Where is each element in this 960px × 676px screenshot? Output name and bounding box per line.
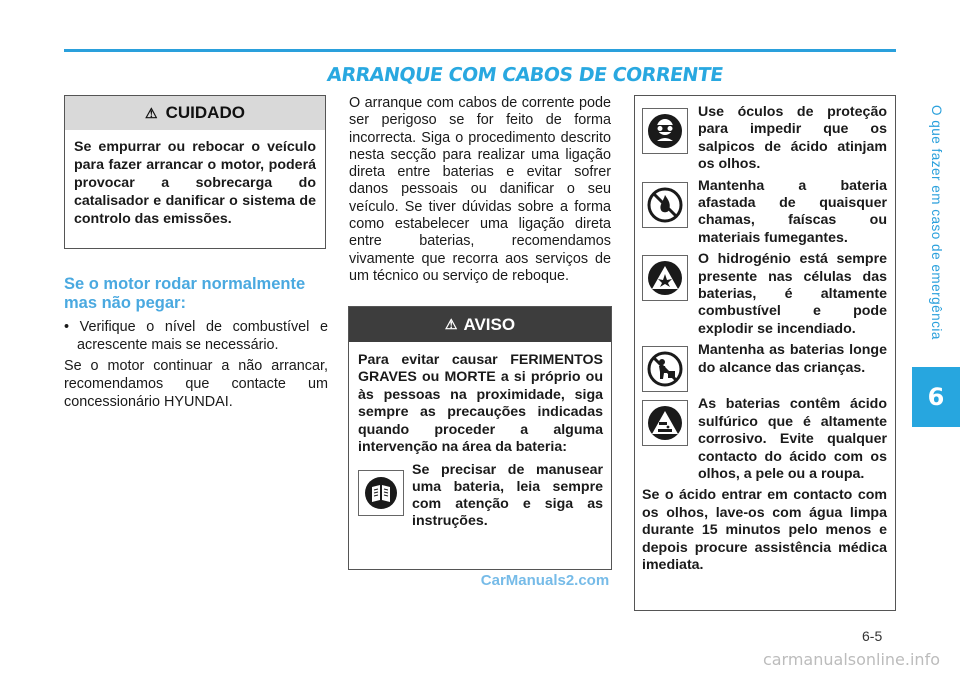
keep-children-away-icon xyxy=(642,346,688,392)
page-number: 6-5 xyxy=(862,628,883,644)
hazard-text-no-flame: Mantenha a bateria afastada de quaisquer chamas, faíscas ou materiais fumegantes. xyxy=(698,177,887,246)
warning-heading: AVISO xyxy=(463,314,516,334)
manual-text: Se precisar de manusear uma bateria, leia sempre com atenção e siga as instruções. xyxy=(412,462,603,530)
warning-text: Para evitar causar FERIMENTOS GRAVES ou MORTE a si próprio ou às pessoas na proximidade, siga sempre as precauções indicadas quando proceder a alguma intervenção na área da bateria: xyxy=(358,352,603,456)
hazard-text-children: Mantenha as baterias longe do alcance das crianças. xyxy=(698,342,887,376)
intro-paragraph: O arranque com cabos de corrente pode ser perigoso se for feito de forma incorrecta. Siga o procedimento descrito nesta secção para realizar uma ligação direta entre baterias e evitar sofrer danos pessoais ou danificar o seu veículo. Se tiver dúvidas sobre a forma como estabelecer uma ligação direta entre baterias, recomendamos vivamente que recorra aos serviços de um técnico ou serviço de reboque. xyxy=(349,95,611,284)
corrosive-acid-icon xyxy=(642,400,688,446)
engine-section-heading: Se o motor rodar normalmente mas não pegar: xyxy=(64,275,306,312)
caution-header xyxy=(65,96,325,130)
top-rule xyxy=(64,49,896,52)
caution-text: Se empurrar ou rebocar o veículo para fazer arrancar o motor, poderá provocar a sobrecarga do catalisador e danificar o sistema de controlo das emissões. xyxy=(74,139,316,227)
fuel-bullet: • Verifique o nível de combustível e acrescente mais se necessário. xyxy=(64,319,328,353)
read-manual-icon xyxy=(358,470,404,516)
hazard-row-explosion xyxy=(642,251,887,338)
caution-triangle-icon: ⚠ xyxy=(145,104,158,121)
hazard-text-goggles: Use óculos de proteção para impedir que os salpicos de ácido atinjam os olhos. xyxy=(698,104,887,173)
battery-hazards-box xyxy=(634,95,896,611)
hazard-text-acid: As baterias contêm ácido sulfúrico que é altamente corrosivo. Evite qualquer contacto do ácido com os olhos, a pele ou a roupa. xyxy=(698,396,887,482)
watermark-carmanualsonline[interactable]: carmanualsonline.info xyxy=(762,650,940,669)
caution-box xyxy=(64,95,326,249)
watermark-carmanuals2[interactable]: CarManuals2.com xyxy=(480,572,610,589)
fuel-bullet-text: Verifique o nível de combustível e acrescente mais se necessário. xyxy=(77,319,328,353)
goggles-icon xyxy=(642,108,688,154)
hazard-row-no-flame xyxy=(642,178,887,248)
dealer-paragraph: Se o motor continuar a não arrancar, recomendamos que contacte um concessionário HYUNDAI. xyxy=(64,358,328,410)
caution-heading: CUIDADO xyxy=(165,103,245,122)
hazard-row-acid xyxy=(642,396,887,483)
hazard-text-explosion: O hidrogénio está sempre presente nas células das baterias, é altamente combustível e pode explodir se incendiado. xyxy=(698,251,887,337)
warning-header xyxy=(349,307,611,342)
acid-contact-note: Se o ácido entrar em contacto com os olhos, lave-os com água limpa durante 15 minutos pelo menos e depois procure assistência médica imediata. xyxy=(642,487,887,573)
no-flame-icon xyxy=(642,182,688,228)
hazard-row-goggles xyxy=(642,104,887,174)
warning-triangle-icon: ⚠ xyxy=(444,316,458,332)
warning-body xyxy=(349,342,611,530)
chapter-side-label: O que fazer em caso de emergência xyxy=(929,105,944,340)
explosion-icon xyxy=(642,255,688,301)
warning-box xyxy=(348,306,612,570)
section-title: ARRANQUE COM CABOS DE CORRENTE xyxy=(325,64,725,86)
hazard-row-children xyxy=(642,342,887,392)
manual-row xyxy=(358,462,603,530)
chapter-tab[interactable]: 6 xyxy=(912,367,960,427)
